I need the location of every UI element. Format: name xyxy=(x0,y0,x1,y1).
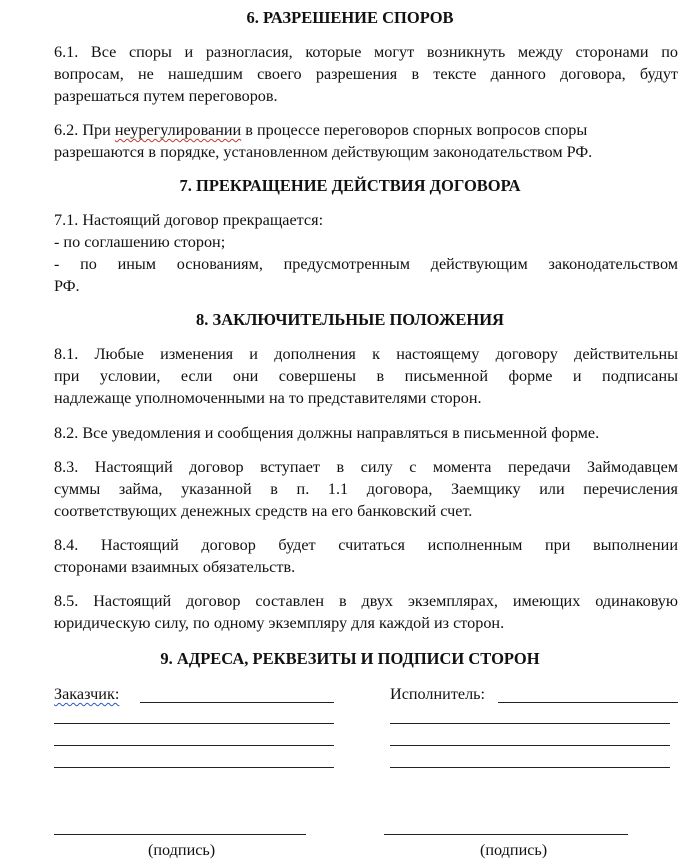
contractor-name-line xyxy=(498,702,678,703)
para-6-1-line-3: разрешаться путем переговоров. xyxy=(54,87,278,105)
para-8-3-line-1: 8.3. Настоящий договор вступает в силу с момента передачи Займодавцем xyxy=(54,458,678,476)
para-8-1-line-3: надлежаще уполномоченными на то представителями сторон. xyxy=(54,389,482,407)
customer-signature-caption: (подпись) xyxy=(148,841,216,859)
contractor-address-line-3 xyxy=(390,767,670,768)
customer-address-line-1 xyxy=(54,723,334,724)
para-6-1-line-2: вопросам, не нашедшим своего разрешения в тексте данного договора, будут xyxy=(54,65,678,83)
customer-address-line-2 xyxy=(54,745,334,746)
para-8-1-line-2: при условии, если они совершены в письменной форме и подписаны xyxy=(54,367,678,385)
para-7-1-line-4: РФ. xyxy=(54,277,80,295)
para-8-5-line-2: юридическую силу, по одному экземпляру для каждой из сторон. xyxy=(54,614,505,632)
section-6-title: 6. РАЗРЕШЕНИЕ СПОРОВ xyxy=(246,8,454,27)
para-8-2-line-1: 8.2. Все уведомления и сообщения должны направляться в письменной форме. xyxy=(54,424,600,442)
contractor-address-line-2 xyxy=(390,745,670,746)
para-7-1-line-2: - по соглашению сторон; xyxy=(54,233,226,251)
para-7-1-line-1: 7.1. Настоящий договор прекращается: xyxy=(54,211,324,229)
contractor-signature-line xyxy=(384,834,628,835)
contractor-address-line-1 xyxy=(390,723,670,724)
para-6-2-line-2: разрешаются в порядке, установленном действующим законодательством РФ. xyxy=(54,143,593,161)
contractor-signature-caption: (подпись) xyxy=(480,841,548,859)
customer-name-line xyxy=(140,702,334,703)
customer-address-line-3 xyxy=(54,767,334,768)
para-8-4-line-1: 8.4. Настоящий договор будет считаться исполненным при выполнении xyxy=(54,536,678,554)
para-8-3-line-2: суммы займа, указанной в п. 1.1 договора, Заемщику или перечисления xyxy=(54,480,678,498)
section-9-title: 9. АДРЕСА, РЕКВЕЗИТЫ И ПОДПИСИ СТОРОН xyxy=(160,649,540,668)
para-8-4-line-2: сторонами взаимных обязательств. xyxy=(54,558,296,576)
section-7-title: 7. ПРЕКРАЩЕНИЕ ДЕЙСТВИЯ ДОГОВОРА xyxy=(179,176,521,195)
para-8-5-line-1: 8.5. Настоящий договор составлен в двух экземплярах, имеющих одинаковую xyxy=(54,592,678,610)
section-8-title: 8. ЗАКЛЮЧИТЕЛЬНЫЕ ПОЛОЖЕНИЯ xyxy=(196,310,504,329)
para-8-1-line-1: 8.1. Любые изменения и дополнения к настоящему договору действительны xyxy=(54,345,678,363)
para-6-2-post: в процессе переговоров спорных вопросов споры xyxy=(241,121,588,139)
contractor-label: Исполнитель: xyxy=(390,685,486,703)
para-6-2-line-1 xyxy=(54,120,678,140)
para-8-3-line-3: соответствующих денежных средств на его банковский счет. xyxy=(54,502,473,520)
para-7-1-line-3: - по иным основаниям, предусмотренным действующим законодательством xyxy=(54,255,678,273)
spellcheck-flagged-word: неурегулировании xyxy=(114,121,242,139)
para-6-1-line-1: 6.1. Все споры и разногласия, которые могут возникнуть между сторонами по xyxy=(54,43,678,61)
customer-label xyxy=(54,684,119,704)
customer-signature-line xyxy=(54,834,306,835)
customer-label-text: Заказчик: xyxy=(54,685,120,703)
para-6-2-pre: 6.2. При xyxy=(54,121,115,139)
